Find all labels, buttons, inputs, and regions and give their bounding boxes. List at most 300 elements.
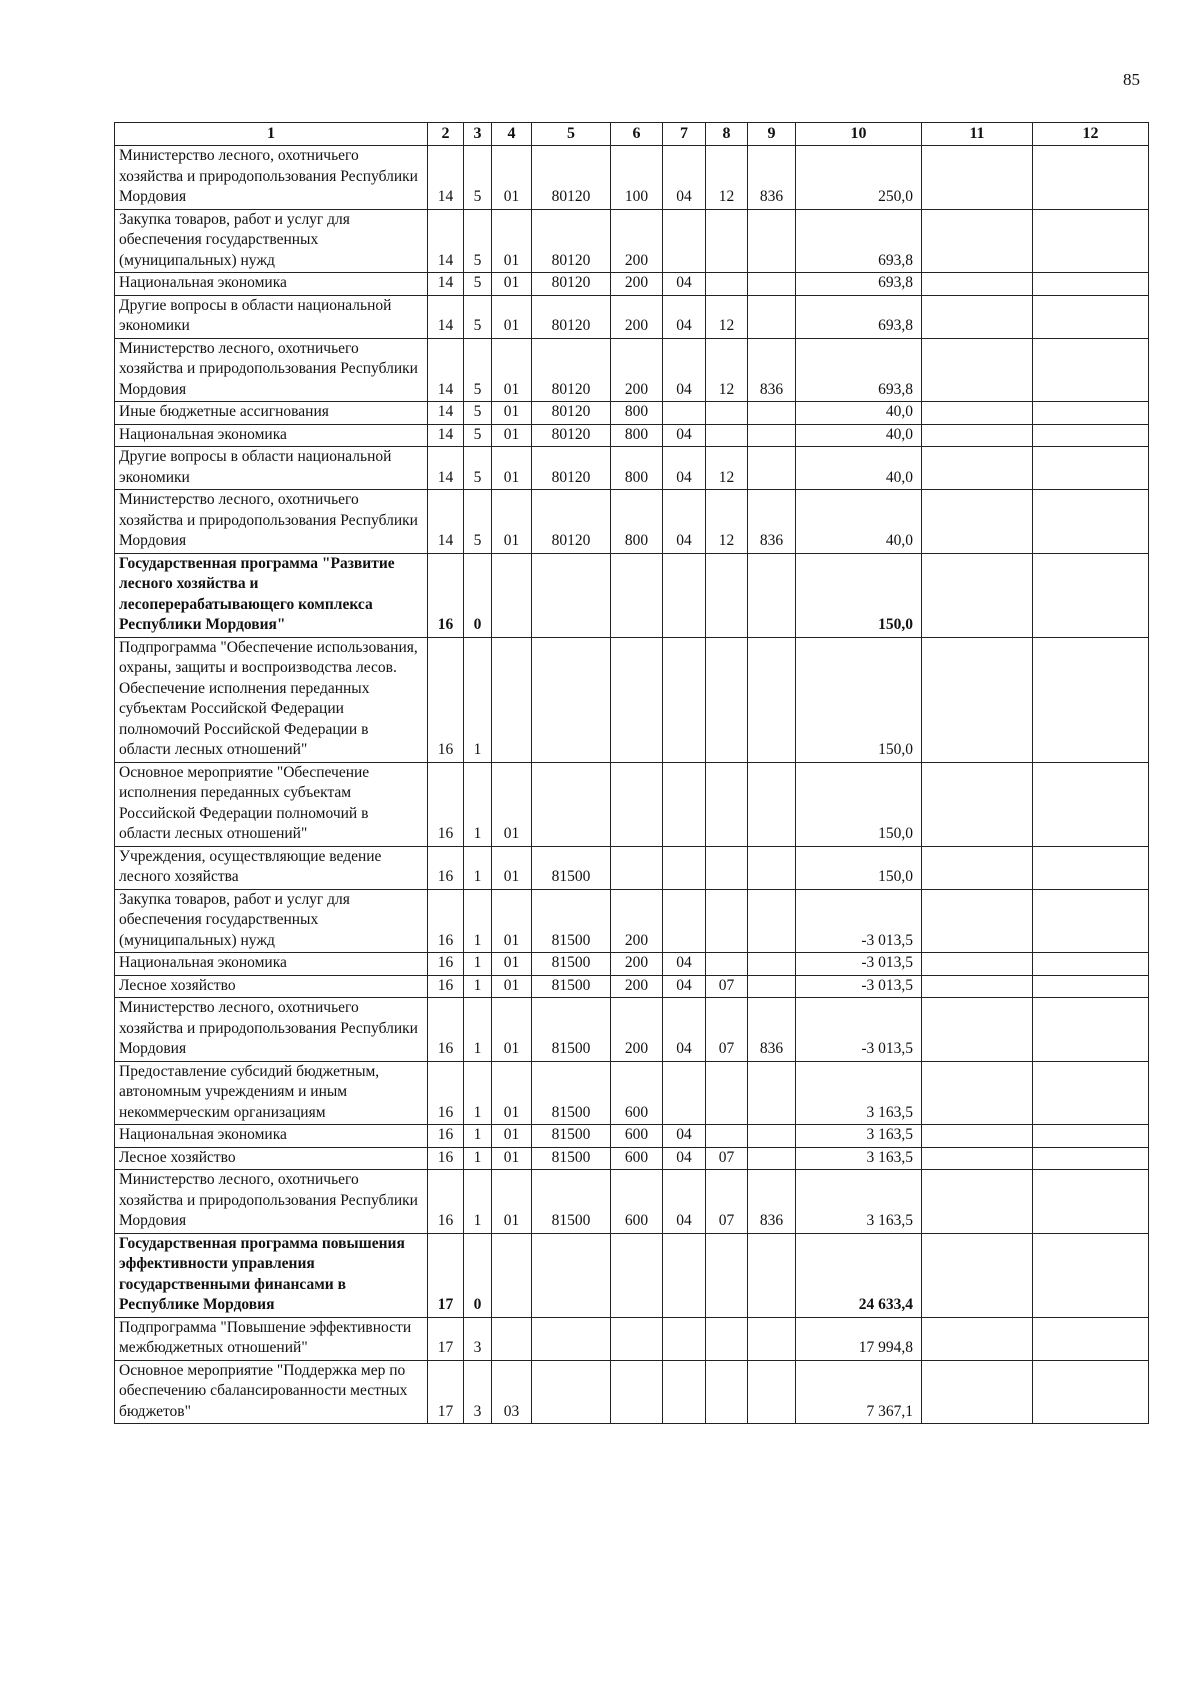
row-name-cell: Министерство лесного, охотничьего хозяйства и природопользования Республики Мордовия: [115, 1170, 428, 1234]
cell-col-9: 836: [748, 1170, 796, 1234]
cell-col-9: [748, 975, 796, 998]
cell-col-9: [748, 953, 796, 976]
table-row: [115, 1061, 1149, 1125]
cell-col-3: 5: [464, 273, 492, 296]
cell-col-3: 5: [464, 447, 492, 490]
cell-col-7: [663, 1233, 706, 1317]
cell-col-5: 80120: [532, 295, 611, 338]
cell-col-6: 200: [611, 338, 663, 402]
cell-col-12: [1033, 146, 1149, 210]
cell-col-6: [611, 1233, 663, 1317]
column-header: 10: [796, 123, 922, 146]
cell-col-11: [922, 1147, 1033, 1170]
cell-col-4: [492, 1317, 532, 1360]
cell-col-5: [532, 1360, 611, 1424]
row-name-cell: Закупка товаров, работ и услуг для обеспечения государственных (муниципальных) нужд: [115, 889, 428, 953]
cell-col-5: [532, 637, 611, 762]
cell-col-7: [663, 889, 706, 953]
cell-col-7: [663, 553, 706, 637]
cell-col-7: 04: [663, 447, 706, 490]
cell-col-9: [748, 402, 796, 425]
cell-col-3: 5: [464, 402, 492, 425]
cell-col-6: [611, 762, 663, 846]
cell-col-9: 836: [748, 146, 796, 210]
cell-col-11: [922, 295, 1033, 338]
cell-col-2: 14: [428, 209, 464, 273]
cell-col-11: [922, 146, 1033, 210]
cell-col-4: 01: [492, 338, 532, 402]
budget-table: [114, 122, 1149, 1424]
cell-col-8: [706, 762, 748, 846]
cell-col-7: 04: [663, 1147, 706, 1170]
cell-col-12: [1033, 1317, 1149, 1360]
cell-col-3: 3: [464, 1317, 492, 1360]
cell-col-9: [748, 637, 796, 762]
row-name-cell: Другие вопросы в области национальной экономики: [115, 447, 428, 490]
cell-col-2: 17: [428, 1360, 464, 1424]
cell-col-2: 16: [428, 1125, 464, 1148]
table-row: [115, 209, 1149, 273]
cell-col-5: 81500: [532, 846, 611, 889]
cell-col-6: 100: [611, 146, 663, 210]
cell-col-12: [1033, 1147, 1149, 1170]
cell-col-12: [1033, 338, 1149, 402]
cell-col-2: 16: [428, 975, 464, 998]
table-body: [115, 146, 1149, 1424]
cell-col-11: [922, 1061, 1033, 1125]
cell-col-4: 01: [492, 146, 532, 210]
cell-col-3: 1: [464, 889, 492, 953]
cell-amount: 3 163,5: [796, 1061, 922, 1125]
cell-col-9: [748, 1061, 796, 1125]
cell-col-4: [492, 553, 532, 637]
cell-col-7: 04: [663, 490, 706, 554]
cell-col-9: [748, 424, 796, 447]
row-name-cell: Основное мероприятие "Обеспечение исполнения переданных субъектам Российской Федерации полномочий в области лесных отношений": [115, 762, 428, 846]
cell-col-11: [922, 553, 1033, 637]
table-row: [115, 1233, 1149, 1317]
cell-amount: 7 367,1: [796, 1360, 922, 1424]
cell-amount: 40,0: [796, 424, 922, 447]
cell-col-4: 01: [492, 889, 532, 953]
row-name-cell: Государственная программа "Развитие лесного хозяйства и лесоперерабатывающего комплекса Республики Мордовия": [115, 553, 428, 637]
cell-col-7: [663, 762, 706, 846]
cell-col-8: [706, 846, 748, 889]
table-row: [115, 447, 1149, 490]
cell-amount: 40,0: [796, 490, 922, 554]
cell-col-2: 14: [428, 273, 464, 296]
table-row: [115, 637, 1149, 762]
cell-col-2: 14: [428, 490, 464, 554]
cell-col-5: 81500: [532, 998, 611, 1062]
row-name-cell: Министерство лесного, охотничьего хозяйства и природопользования Республики Мордовия: [115, 146, 428, 210]
column-header: 7: [663, 123, 706, 146]
row-name-cell: Иные бюджетные ассигнования: [115, 402, 428, 425]
cell-col-11: [922, 209, 1033, 273]
cell-col-3: 5: [464, 424, 492, 447]
cell-col-2: 16: [428, 1061, 464, 1125]
cell-amount: 693,8: [796, 273, 922, 296]
cell-col-3: 1: [464, 1147, 492, 1170]
cell-col-7: [663, 209, 706, 273]
row-name-cell: Учреждения, осуществляющие ведение лесного хозяйства: [115, 846, 428, 889]
cell-col-4: 01: [492, 1125, 532, 1148]
cell-col-7: 04: [663, 1170, 706, 1234]
cell-col-3: 0: [464, 1233, 492, 1317]
cell-col-5: 80120: [532, 273, 611, 296]
cell-col-8: [706, 953, 748, 976]
cell-col-11: [922, 975, 1033, 998]
cell-amount: 693,8: [796, 338, 922, 402]
cell-col-6: 600: [611, 1147, 663, 1170]
cell-col-7: 04: [663, 273, 706, 296]
cell-col-6: 600: [611, 1125, 663, 1148]
cell-col-2: 16: [428, 637, 464, 762]
cell-col-9: [748, 762, 796, 846]
cell-col-6: 200: [611, 998, 663, 1062]
cell-col-5: 81500: [532, 1147, 611, 1170]
column-header: 6: [611, 123, 663, 146]
cell-col-5: 81500: [532, 953, 611, 976]
cell-col-8: [706, 424, 748, 447]
cell-col-9: [748, 1147, 796, 1170]
cell-col-11: [922, 1125, 1033, 1148]
row-name-cell: Министерство лесного, охотничьего хозяйства и природопользования Республики Мордовия: [115, 490, 428, 554]
cell-col-3: 1: [464, 1061, 492, 1125]
column-header: 4: [492, 123, 532, 146]
cell-col-3: 5: [464, 490, 492, 554]
cell-col-12: [1033, 1170, 1149, 1234]
column-header: 2: [428, 123, 464, 146]
row-name-cell: Лесное хозяйство: [115, 975, 428, 998]
cell-col-12: [1033, 273, 1149, 296]
column-header: 8: [706, 123, 748, 146]
cell-col-3: 1: [464, 953, 492, 976]
cell-col-12: [1033, 889, 1149, 953]
cell-col-11: [922, 1360, 1033, 1424]
cell-amount: 250,0: [796, 146, 922, 210]
cell-col-8: [706, 637, 748, 762]
cell-col-7: [663, 846, 706, 889]
cell-col-9: [748, 1360, 796, 1424]
cell-col-7: 04: [663, 975, 706, 998]
table-row: [115, 1317, 1149, 1360]
cell-amount: 3 163,5: [796, 1170, 922, 1234]
cell-col-5: 80120: [532, 447, 611, 490]
cell-col-5: 80120: [532, 490, 611, 554]
cell-col-6: 800: [611, 402, 663, 425]
cell-col-4: 01: [492, 273, 532, 296]
cell-col-7: [663, 1360, 706, 1424]
cell-col-11: [922, 846, 1033, 889]
table-row: [115, 889, 1149, 953]
table-row: [115, 762, 1149, 846]
cell-col-2: 17: [428, 1233, 464, 1317]
cell-col-8: [706, 553, 748, 637]
cell-col-3: 5: [464, 338, 492, 402]
cell-col-3: 3: [464, 1360, 492, 1424]
cell-amount: 17 994,8: [796, 1317, 922, 1360]
cell-col-12: [1033, 295, 1149, 338]
cell-amount: 3 163,5: [796, 1125, 922, 1148]
cell-col-8: [706, 889, 748, 953]
cell-col-2: 16: [428, 889, 464, 953]
cell-amount: -3 013,5: [796, 889, 922, 953]
cell-amount: 150,0: [796, 846, 922, 889]
cell-col-8: [706, 1317, 748, 1360]
row-name-cell: Министерство лесного, охотничьего хозяйства и природопользования Республики Мордовия: [115, 338, 428, 402]
cell-col-4: 01: [492, 846, 532, 889]
cell-col-5: 80120: [532, 146, 611, 210]
cell-col-8: 07: [706, 1170, 748, 1234]
cell-col-9: 836: [748, 490, 796, 554]
cell-col-8: 07: [706, 975, 748, 998]
cell-col-9: 836: [748, 338, 796, 402]
cell-col-4: 01: [492, 975, 532, 998]
cell-col-12: [1033, 553, 1149, 637]
cell-col-11: [922, 338, 1033, 402]
cell-col-5: 81500: [532, 975, 611, 998]
cell-col-12: [1033, 424, 1149, 447]
table-row: [115, 273, 1149, 296]
column-header: 11: [922, 123, 1033, 146]
table-row: [115, 490, 1149, 554]
cell-col-2: 17: [428, 1317, 464, 1360]
row-name-cell: Подпрограмма "Повышение эффективности межбюджетных отношений": [115, 1317, 428, 1360]
cell-col-4: 01: [492, 447, 532, 490]
cell-col-8: [706, 1233, 748, 1317]
cell-col-11: [922, 1170, 1033, 1234]
cell-col-11: [922, 424, 1033, 447]
cell-col-5: 80120: [532, 402, 611, 425]
cell-col-5: [532, 553, 611, 637]
cell-col-3: 1: [464, 1170, 492, 1234]
cell-col-12: [1033, 1125, 1149, 1148]
cell-amount: 150,0: [796, 637, 922, 762]
cell-col-7: 04: [663, 1125, 706, 1148]
table-row: [115, 846, 1149, 889]
row-name-cell: Лесное хозяйство: [115, 1147, 428, 1170]
cell-col-5: 80120: [532, 424, 611, 447]
cell-col-11: [922, 637, 1033, 762]
column-header: 3: [464, 123, 492, 146]
cell-col-12: [1033, 953, 1149, 976]
table-row: [115, 553, 1149, 637]
cell-col-12: [1033, 846, 1149, 889]
table-row: [115, 1360, 1149, 1424]
cell-col-2: 14: [428, 338, 464, 402]
cell-col-9: [748, 447, 796, 490]
cell-col-4: 01: [492, 1170, 532, 1234]
cell-col-5: 81500: [532, 1170, 611, 1234]
row-name-cell: Предоставление субсидий бюджетным, автономным учреждениям и иным некоммерческим организациям: [115, 1061, 428, 1125]
table-row: [115, 146, 1149, 210]
cell-col-7: 04: [663, 424, 706, 447]
cell-amount: 693,8: [796, 209, 922, 273]
row-name-cell: Основное мероприятие "Поддержка мер по обеспечению сбалансированности местных бюджетов": [115, 1360, 428, 1424]
cell-col-6: 800: [611, 490, 663, 554]
cell-col-3: 5: [464, 295, 492, 338]
cell-col-9: [748, 1125, 796, 1148]
cell-col-5: [532, 1233, 611, 1317]
cell-col-6: 600: [611, 1061, 663, 1125]
page-number: 85: [1123, 70, 1140, 89]
column-header: 12: [1033, 123, 1149, 146]
cell-col-6: [611, 1360, 663, 1424]
cell-col-5: 81500: [532, 1125, 611, 1148]
row-name-cell: Государственная программа повышения эффективности управления государственными финансами в Республике Мордовия: [115, 1233, 428, 1317]
cell-col-2: 16: [428, 553, 464, 637]
cell-col-12: [1033, 447, 1149, 490]
cell-col-11: [922, 762, 1033, 846]
cell-col-4: 01: [492, 424, 532, 447]
cell-col-5: 80120: [532, 209, 611, 273]
cell-col-6: 200: [611, 209, 663, 273]
cell-col-6: 600: [611, 1170, 663, 1234]
cell-col-3: 0: [464, 553, 492, 637]
table-row: [115, 424, 1149, 447]
row-name-cell: Другие вопросы в области национальной экономики: [115, 295, 428, 338]
cell-col-7: [663, 637, 706, 762]
cell-col-6: 200: [611, 889, 663, 953]
cell-col-9: [748, 1233, 796, 1317]
cell-col-4: 03: [492, 1360, 532, 1424]
column-header: 5: [532, 123, 611, 146]
cell-col-3: 1: [464, 637, 492, 762]
cell-col-5: 81500: [532, 1061, 611, 1125]
cell-amount: 40,0: [796, 402, 922, 425]
cell-col-8: 12: [706, 490, 748, 554]
cell-col-8: 12: [706, 146, 748, 210]
cell-col-2: 14: [428, 447, 464, 490]
cell-col-3: 1: [464, 846, 492, 889]
cell-col-4: 01: [492, 1147, 532, 1170]
cell-col-9: [748, 209, 796, 273]
cell-col-9: [748, 1317, 796, 1360]
cell-amount: -3 013,5: [796, 953, 922, 976]
cell-col-7: 04: [663, 338, 706, 402]
cell-col-3: 1: [464, 762, 492, 846]
column-header: 1: [115, 123, 428, 146]
cell-col-4: 01: [492, 490, 532, 554]
cell-col-2: 16: [428, 846, 464, 889]
column-header: 9: [748, 123, 796, 146]
cell-col-2: 16: [428, 1170, 464, 1234]
cell-col-12: [1033, 209, 1149, 273]
cell-col-6: [611, 637, 663, 762]
cell-col-5: 80120: [532, 338, 611, 402]
cell-col-7: 04: [663, 146, 706, 210]
cell-col-4: 01: [492, 998, 532, 1062]
cell-col-2: 14: [428, 402, 464, 425]
cell-col-11: [922, 998, 1033, 1062]
cell-col-12: [1033, 1061, 1149, 1125]
cell-amount: 150,0: [796, 762, 922, 846]
cell-col-12: [1033, 998, 1149, 1062]
table-header-row: [115, 123, 1149, 146]
cell-col-7: 04: [663, 295, 706, 338]
cell-col-2: 14: [428, 146, 464, 210]
table-row: [115, 1170, 1149, 1234]
cell-col-9: [748, 889, 796, 953]
table-row: [115, 1125, 1149, 1148]
cell-col-4: 01: [492, 1061, 532, 1125]
cell-col-5: [532, 762, 611, 846]
cell-col-12: [1033, 975, 1149, 998]
row-name-cell: Подпрограмма "Обеспечение использования, охраны, защиты и воспроизводства лесов. Обеспечение исполнения переданных субъектам Российской Федерации полномочий Российской Федерации в области лесных отношений": [115, 637, 428, 762]
cell-col-2: 16: [428, 998, 464, 1062]
cell-col-4: [492, 637, 532, 762]
cell-col-4: 01: [492, 762, 532, 846]
cell-col-11: [922, 889, 1033, 953]
cell-col-4: [492, 1233, 532, 1317]
table-row: [115, 338, 1149, 402]
cell-col-2: 16: [428, 762, 464, 846]
cell-col-2: 14: [428, 424, 464, 447]
cell-col-11: [922, 953, 1033, 976]
cell-col-3: 1: [464, 1125, 492, 1148]
cell-col-9: [748, 846, 796, 889]
cell-col-5: 81500: [532, 889, 611, 953]
cell-col-8: 12: [706, 338, 748, 402]
cell-col-8: 12: [706, 295, 748, 338]
cell-col-6: 800: [611, 424, 663, 447]
cell-col-12: [1033, 1233, 1149, 1317]
cell-col-4: 01: [492, 402, 532, 425]
row-name-cell: Национальная экономика: [115, 424, 428, 447]
cell-col-9: [748, 273, 796, 296]
row-name-cell: Министерство лесного, охотничьего хозяйства и природопользования Республики Мордовия: [115, 998, 428, 1062]
table-row: [115, 953, 1149, 976]
cell-col-6: 200: [611, 273, 663, 296]
cell-col-2: 16: [428, 1147, 464, 1170]
cell-col-12: [1033, 490, 1149, 554]
cell-col-8: [706, 1360, 748, 1424]
cell-col-8: 07: [706, 1147, 748, 1170]
cell-col-9: 836: [748, 998, 796, 1062]
cell-col-12: [1033, 762, 1149, 846]
cell-amount: 693,8: [796, 295, 922, 338]
cell-amount: -3 013,5: [796, 975, 922, 998]
cell-col-7: [663, 402, 706, 425]
cell-col-3: 5: [464, 146, 492, 210]
cell-col-8: [706, 1125, 748, 1148]
cell-col-4: 01: [492, 295, 532, 338]
table-row: [115, 1147, 1149, 1170]
cell-col-4: 01: [492, 953, 532, 976]
cell-col-3: 1: [464, 975, 492, 998]
cell-col-2: 14: [428, 295, 464, 338]
cell-col-8: [706, 402, 748, 425]
row-name-cell: Закупка товаров, работ и услуг для обеспечения государственных (муниципальных) нужд: [115, 209, 428, 273]
cell-col-7: [663, 1061, 706, 1125]
cell-col-3: 1: [464, 998, 492, 1062]
cell-col-6: [611, 1317, 663, 1360]
cell-col-11: [922, 1317, 1033, 1360]
cell-col-12: [1033, 637, 1149, 762]
row-name-cell: Национальная экономика: [115, 273, 428, 296]
cell-col-12: [1033, 1360, 1149, 1424]
cell-amount: 3 163,5: [796, 1147, 922, 1170]
cell-amount: 24 633,4: [796, 1233, 922, 1317]
cell-col-6: [611, 846, 663, 889]
cell-col-8: 12: [706, 447, 748, 490]
cell-col-11: [922, 273, 1033, 296]
cell-col-12: [1033, 402, 1149, 425]
cell-col-5: [532, 1317, 611, 1360]
cell-amount: 40,0: [796, 447, 922, 490]
row-name-cell: Национальная экономика: [115, 1125, 428, 1148]
